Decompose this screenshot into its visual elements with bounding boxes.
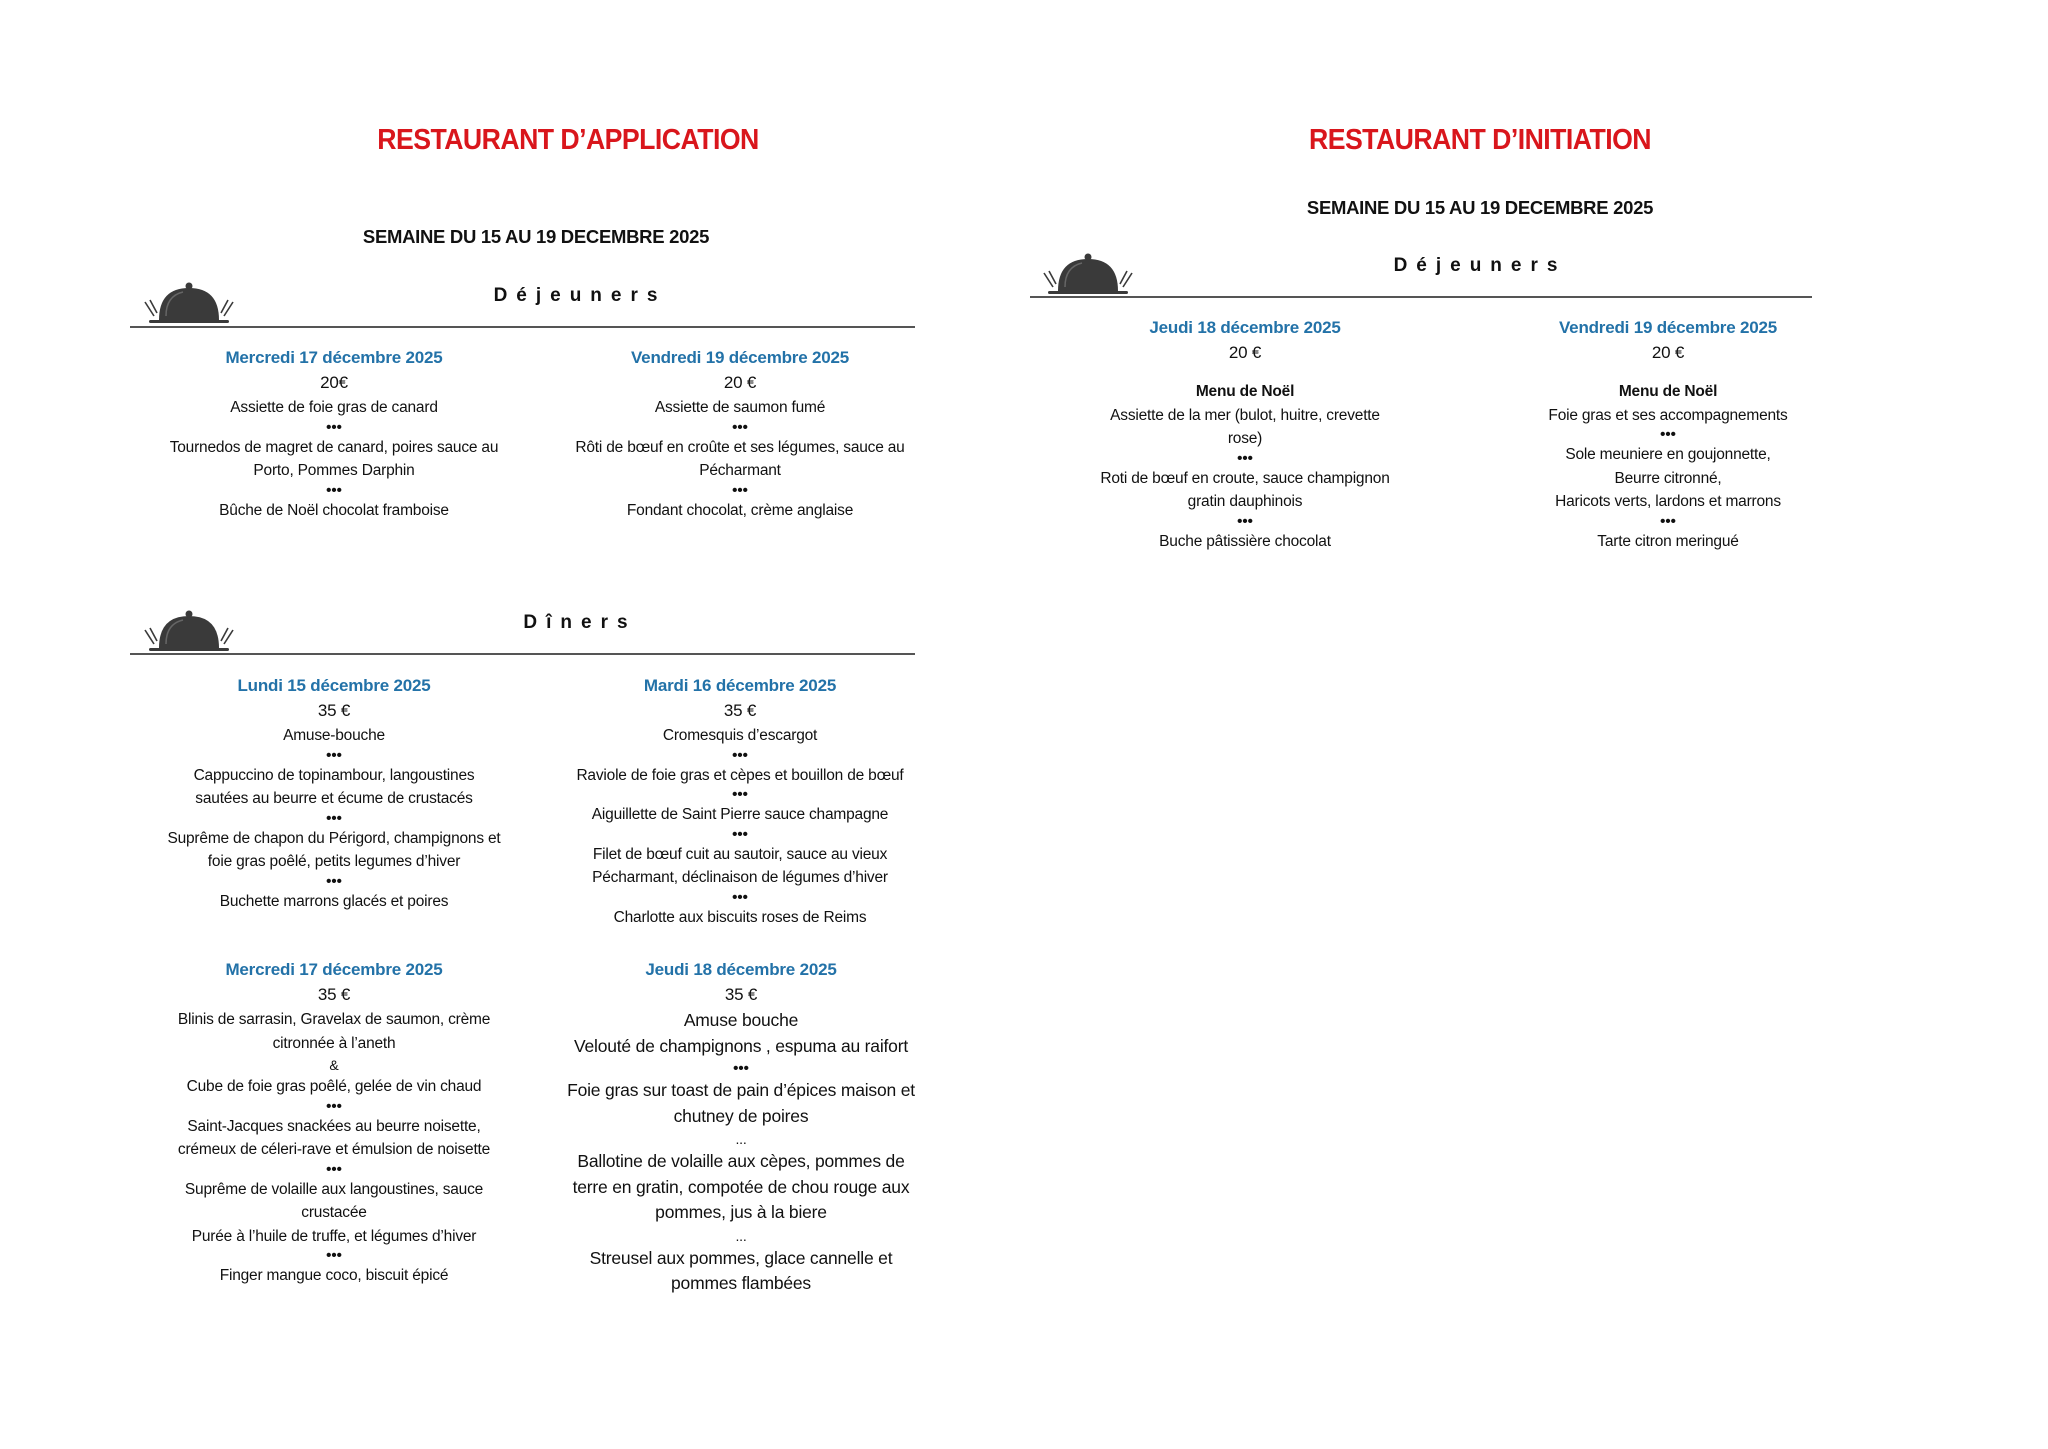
menu-line: crémeux de céleri-rave et émulsion de noisette	[177, 1141, 491, 1158]
menu-line: Charlotte aux biscuits roses de Reims	[613, 908, 867, 926]
menu-title: Menu de Noël	[1195, 383, 1295, 400]
menu-price: 20 €	[1651, 343, 1685, 362]
menu-price: 20€	[320, 373, 348, 392]
menu-date: Lundi 15 décembre 2025	[237, 676, 431, 695]
menu-line: Rôti de bœuf en croûte et ses légumes, sauce au	[575, 438, 905, 456]
menu-separator: •••	[326, 809, 342, 827]
menu-line: citronnée à l’aneth	[272, 1034, 396, 1052]
menu-separator: •••	[1660, 426, 1676, 443]
menu-line: pommes, jus à la biere	[655, 1202, 827, 1222]
menu-line: gratin dauphinois	[1187, 493, 1303, 510]
initiation-week: SEMAINE DU 15 AU 19 DECEMBRE 2025	[1306, 197, 1654, 218]
menu-separator: ...	[735, 1227, 747, 1244]
menu-line: Saint-Jacques snackées au beurre noisette,	[187, 1117, 481, 1135]
menu-line: chutney de poires	[673, 1105, 809, 1126]
cloche-icon	[141, 608, 237, 654]
menu-line: Raviole de foie gras et cèpes et bouillon de bœuf	[576, 766, 904, 784]
menu-separator: •••	[326, 746, 342, 764]
menu-line: Suprême de chapon du Périgord, champignons et	[167, 829, 501, 847]
menu-day-card	[540, 346, 940, 522]
cloche-icon	[141, 280, 237, 326]
menu-date: Vendredi 19 décembre 2025	[1558, 318, 1778, 337]
menu-line: Suprême de volaille aux langoustines, sauce	[184, 1180, 484, 1198]
menu-price: 20 €	[723, 373, 757, 392]
menu-line: crustacée	[301, 1204, 367, 1221]
menu-separator: •••	[732, 746, 748, 764]
menu-line: Purée à l’huile de truffe, et légumes d’hiver	[191, 1227, 477, 1245]
menu-separator: •••	[326, 1247, 342, 1264]
menu-line: Cromesquis d’escargot	[662, 727, 818, 744]
menu-separator: •••	[733, 1060, 749, 1077]
menu-separator: •••	[732, 825, 748, 843]
divider	[1030, 296, 1812, 298]
menu-line: Haricots verts, lardons et marrons	[1555, 493, 1781, 510]
menu-line: Blinis de sarrasin, Gravelax de saumon, crème	[177, 1011, 491, 1028]
cloche-icon	[1040, 251, 1136, 297]
application-diners-heading: Dîners	[523, 612, 637, 633]
menu-line: Amuse-bouche	[283, 727, 385, 744]
menu-date: Jeudi 18 décembre 2025	[1149, 318, 1341, 337]
menu-separator: •••	[1237, 512, 1253, 530]
menu-separator: •••	[1237, 449, 1253, 467]
menu-price: 20 €	[1228, 343, 1262, 362]
application-dejeuners-heading: Déjeuners	[493, 285, 667, 306]
menu-title: Menu de Noël	[1618, 383, 1718, 400]
menu-date: Jeudi 18 décembre 2025	[645, 960, 837, 979]
menu-line: Cube de foie gras poêlé, gelée de vin chaud	[186, 1078, 482, 1095]
menu-line: terre en gratin, compotée de chou rouge aux	[572, 1176, 910, 1197]
menu-line: Velouté de champignons , espuma au raifort	[573, 1035, 909, 1056]
menu-line: Sole meuniere en goujonnette,	[1565, 446, 1771, 463]
application-title: RESTAURANT D’APPLICATION	[377, 124, 759, 156]
menu-line: Bûche de Noël chocolat framboise	[219, 501, 449, 519]
menu-date: Vendredi 19 décembre 2025	[630, 348, 850, 367]
menu-separator: ...	[735, 1131, 747, 1147]
menu-price: 35 €	[317, 701, 351, 720]
spacer	[1468, 366, 1868, 380]
menu-line: Ballotine de volaille aux cèpes, pommes de	[577, 1151, 905, 1171]
spacer	[1045, 366, 1445, 380]
menu-date: Mercredi 17 décembre 2025	[225, 960, 443, 979]
application-week: SEMAINE DU 15 AU 19 DECEMBRE 2025	[362, 226, 710, 247]
initiation-title: RESTAURANT D’INITIATION	[1308, 124, 1652, 156]
menu-line: Filet de bœuf cuit au sautoir, sauce au vieux	[592, 845, 888, 863]
menu-line: Assiette de la mer (bulot, huitre, crevette	[1110, 406, 1380, 424]
menu-line: rose)	[1227, 430, 1263, 447]
menu-day-card	[540, 674, 940, 929]
menu-separator: •••	[326, 1160, 342, 1178]
menu-date: Mardi 16 décembre 2025	[643, 676, 837, 695]
divider	[130, 326, 915, 328]
menu-separator: &	[329, 1057, 339, 1073]
menu-line: Porto, Pommes Darphin	[253, 462, 415, 479]
menu-price: 35 €	[724, 985, 758, 1004]
menu-separator: •••	[326, 872, 342, 890]
menu-line: Aiguillette de Saint Pierre sauce champagne	[591, 806, 889, 823]
menu-day-card	[1468, 316, 1868, 553]
menu-line: Pécharmant	[699, 462, 781, 479]
menu-line: Assiette de foie gras de canard	[230, 399, 438, 416]
menu-separator: •••	[326, 418, 342, 436]
menu-day-card	[134, 674, 534, 913]
menu-line: sautées au beurre et écume de crustacés	[195, 790, 473, 807]
menu-price: 35 €	[723, 701, 757, 720]
menu-line: Roti de bœuf en croute, sauce champignon	[1100, 469, 1390, 487]
menu-day-card	[134, 346, 534, 522]
menu-line: Pécharmant, déclinaison de légumes d’hiver	[592, 869, 888, 886]
menu-line: Streusel aux pommes, glace cannelle et	[589, 1247, 893, 1268]
menu-line: Buchette marrons glacés et poires	[219, 892, 449, 910]
initiation-dejeuners-heading: Déjeuners	[1393, 255, 1567, 276]
menu-separator: •••	[732, 786, 748, 803]
menu-day-card	[536, 958, 946, 1297]
menu-line: pommes flambées	[671, 1273, 811, 1293]
menu-line: Fondant chocolat, crème anglaise	[626, 501, 854, 519]
menu-line: Finger mangue coco, biscuit épicé	[219, 1267, 449, 1284]
menu-line: Cappuccino de topinambour, langoustines	[193, 766, 475, 784]
menu-line: Tournedos de magret de canard, poires sauce au	[169, 438, 499, 456]
menu-line: Buche pâtissière chocolat	[1159, 532, 1331, 550]
menu-line: Foie gras et ses accompagnements	[1548, 406, 1788, 424]
menu-separator: •••	[326, 481, 342, 499]
menu-date: Mercredi 17 décembre 2025	[225, 348, 443, 367]
menu-line: Assiette de saumon fumé	[654, 399, 826, 416]
menu-line: Beurre citronné,	[1614, 469, 1722, 487]
menu-line: Foie gras sur toast de pain d’épices maison et	[567, 1080, 915, 1100]
menu-day-card	[134, 958, 534, 1288]
menu-separator: •••	[732, 888, 748, 906]
menu-separator: •••	[732, 418, 748, 436]
divider	[130, 653, 915, 655]
menu-separator: •••	[732, 481, 748, 499]
menu-separator: •••	[1660, 512, 1676, 530]
menu-separator: •••	[326, 1097, 342, 1115]
menu-line: Amuse bouche	[683, 1010, 799, 1030]
menu-day-card	[1045, 316, 1445, 553]
menu-line: Tarte citron meringué	[1597, 532, 1739, 550]
menu-price: 35 €	[317, 985, 351, 1004]
menu-line: foie gras poêlé, petits legumes d’hiver	[207, 853, 461, 870]
